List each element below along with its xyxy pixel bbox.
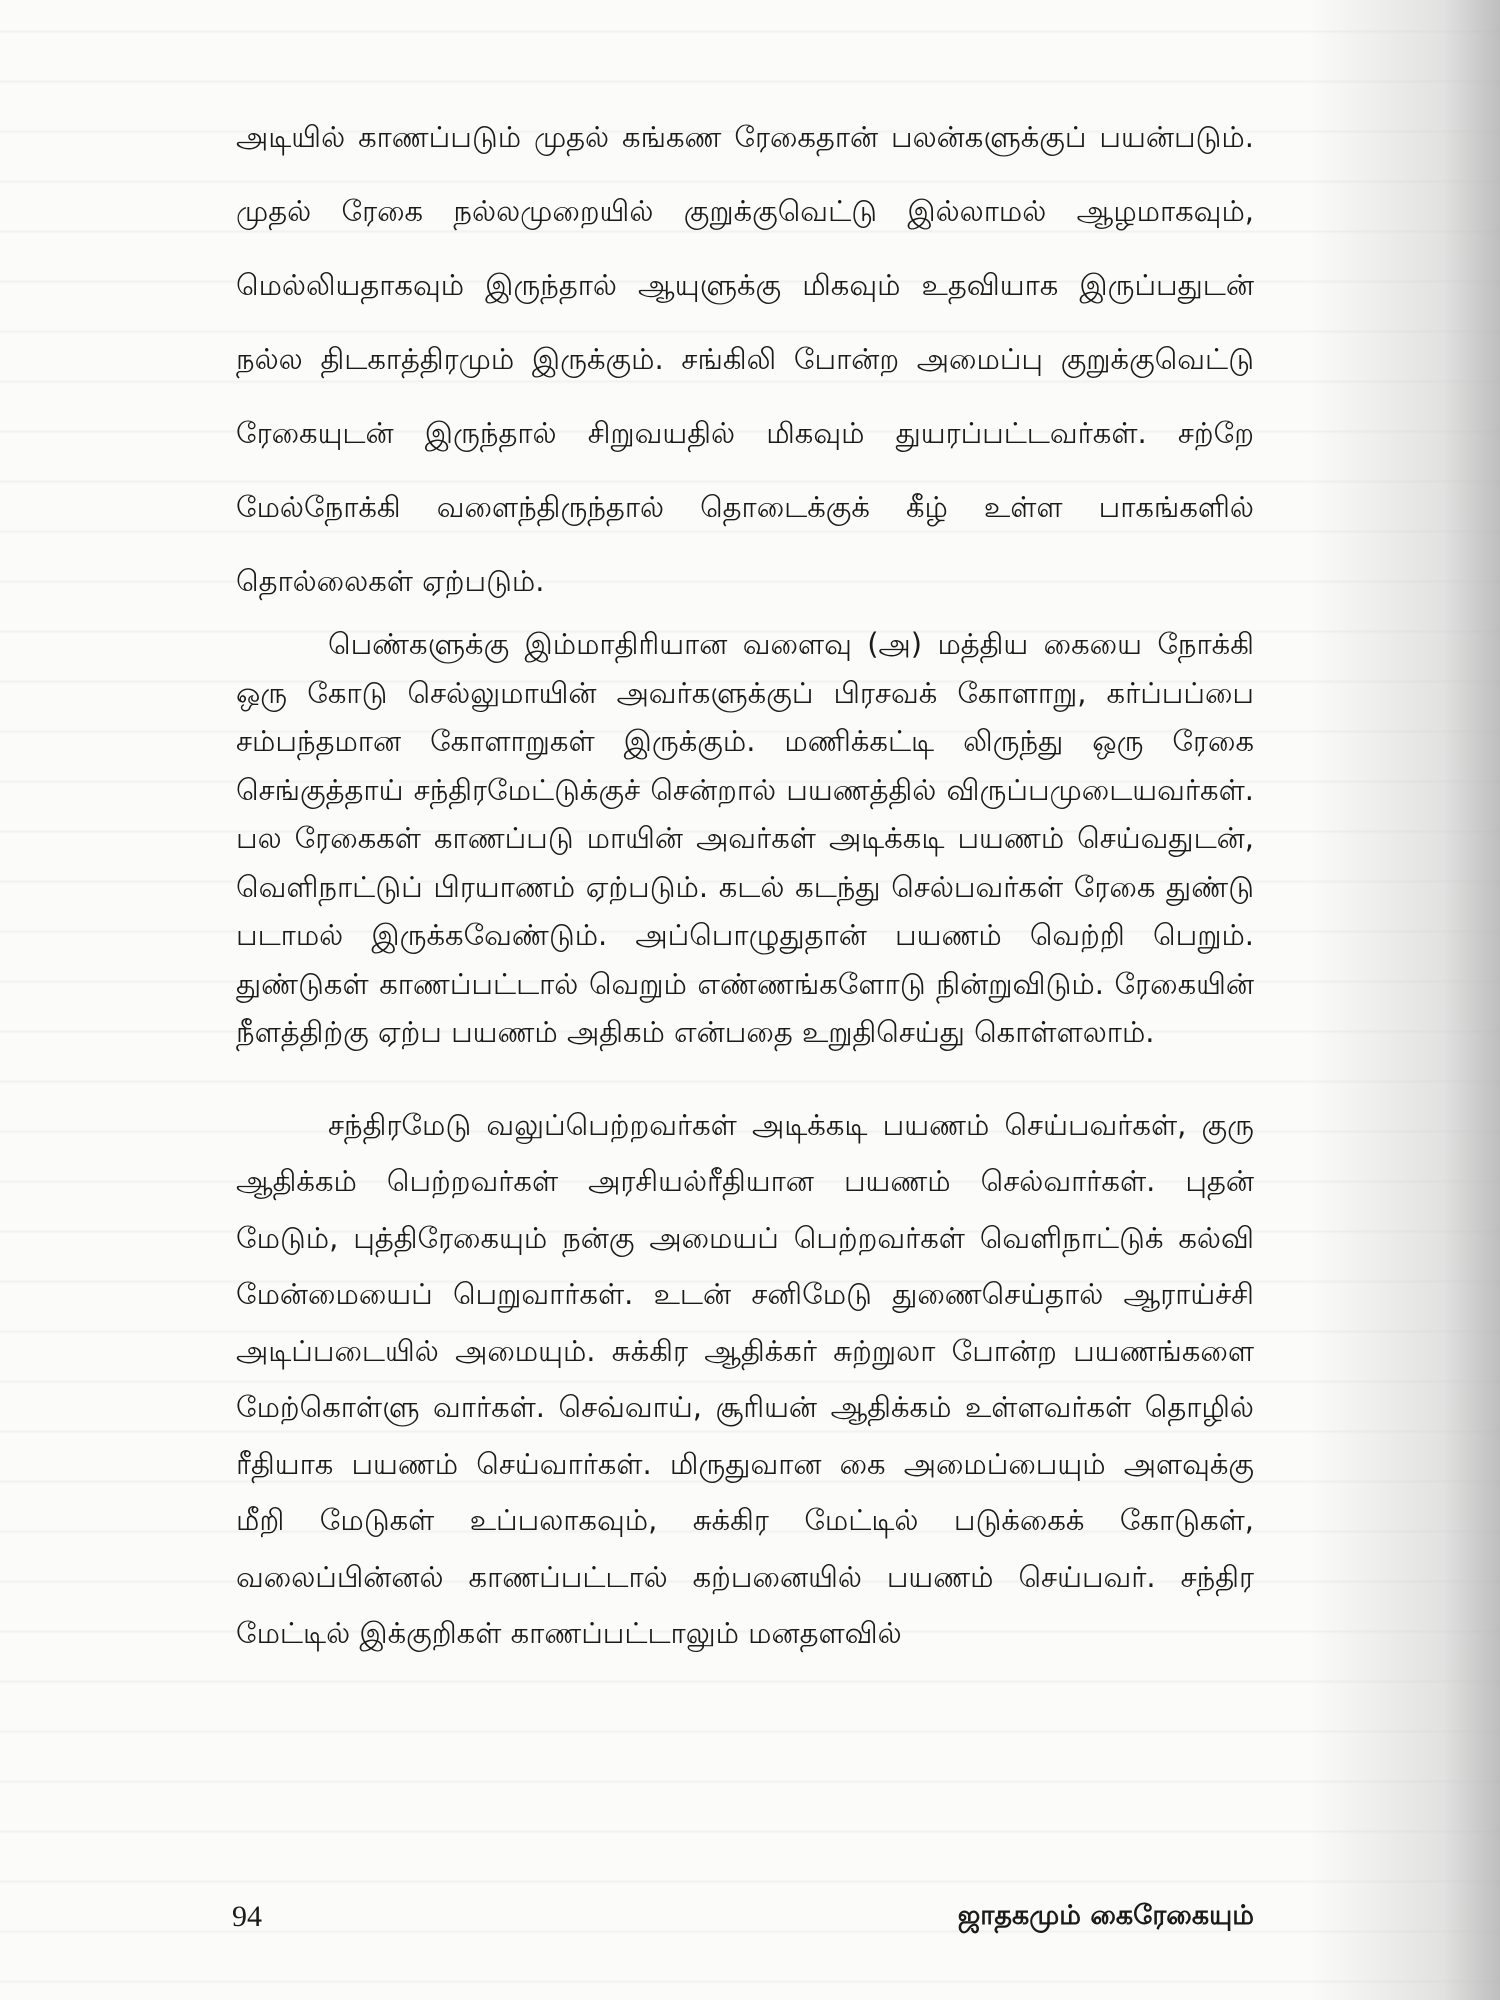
body-text: [236, 100, 1254, 1662]
paragraph-3: சந்திரமேடு வலுப்பெற்றவர்கள் அடிக்கடி பயணம் செய்பவர்கள், குரு ஆதிக்கம் பெற்றவர்கள் அரசியல்ரீதியான பயணம் செல்வார்கள். புதன் மேடும், புத்திரேகையும் நன்கு அமையப் பெற்றவர்கள் வெளிநாட்டுக் கல்வி மேன்மையைப் பெறுவார்கள். உடன் சனிமேடு துணைசெய்தால் ஆராய்ச்சி அடிப்படையில் அமையும். சுக்கிர ஆதிக்கர் சுற்றுலா போன்ற பயணங்களை மேற்கொள்ளு வார்கள். செவ்வாய், சூரியன் ஆதிக்கம் உள்ளவர்கள் தொழில் ரீதியாக பயணம் செய்வார்கள். மிருதுவான கை அமைப்பையும் அளவுக்கு மீறி மேடுகள் உப்பலாகவும், சுக்கிர மேட்டில் படுக்கைக் கோடுகள், வலைப்பின்னல் காணப்பட்டால் கற்பனையில் பயணம் செய்பவர். சந்திர மேட்டில் இக்குறிகள் காணப்பட்டாலும் மனதளவில்: [236, 1107, 1254, 1650]
paragraph-1: அடியில் காணப்படும் முதல் கங்கண ரேகைதான் பலன்களுக்குப் பயன்படும். முதல் ரேகை நல்லமுறையில் குறுக்குவெட்டு இல்லாமல் ஆழமாகவும், மெல்லியதாகவும் இருந்தால் ஆயுளுக்கு மிகவும் உதவியாக இருப்பதுடன் நல்ல திடகாத்திரமும் இருக்கும். சங்கிலி போன்ற அமைப்பு குறுக்குவெட்டு ரேகையுடன் இருந்தால் சிறுவயதில் மிகவும் துயரப்பட்டவர்கள். சற்றே மேல்நோக்கி வளைந்திருந்தால் தொடைக்குக் கீழ் உள்ள பாகங்களில் தொல்லைகள் ஏற்படும்.: [236, 120, 1254, 598]
page-number: 94: [232, 1900, 262, 1933]
spine-shadow: [1310, 0, 1500, 2000]
paragraph-2: பெண்களுக்கு இம்மாதிரியான வளைவு (அ) மத்திய கையை நோக்கி ஒரு கோடு செல்லுமாயின் அவர்களுக்குப் பிரசவக் கோளாறு, கர்ப்பப்பை சம்பந்தமான கோளாறுகள் இருக்கும். மணிக்கட்டி லிருந்து ஒரு ரேகை செங்குத்தாய் சந்திரமேட்டுக்குச் சென்றால் பயணத்தில் விருப்பமுடையவர்கள். பல ரேகைகள் காணப்படு மாயின் அவர்கள் அடிக்கடி பயணம் செய்வதுடன், வெளிநாட்டுப் பிரயாணம் ஏற்படும். கடல் கடந்து செல்பவர்கள் ரேகை துண்டு படாமல் இருக்கவேண்டும். அப்பொழுதுதான் பயணம் வெற்றி பெறும். துண்டுகள் காணப்பட்டால் வெறும் எண்ணங்களோடு நின்றுவிடும். ரேகையின் நீளத்திற்கு ஏற்ப பயணம் அதிகம் என்பதை உறுதிசெய்து கொள்ளலாம்.: [236, 627, 1254, 1049]
running-title: ஜாதகமும் கைரேகையும்: [957, 1900, 1254, 1931]
